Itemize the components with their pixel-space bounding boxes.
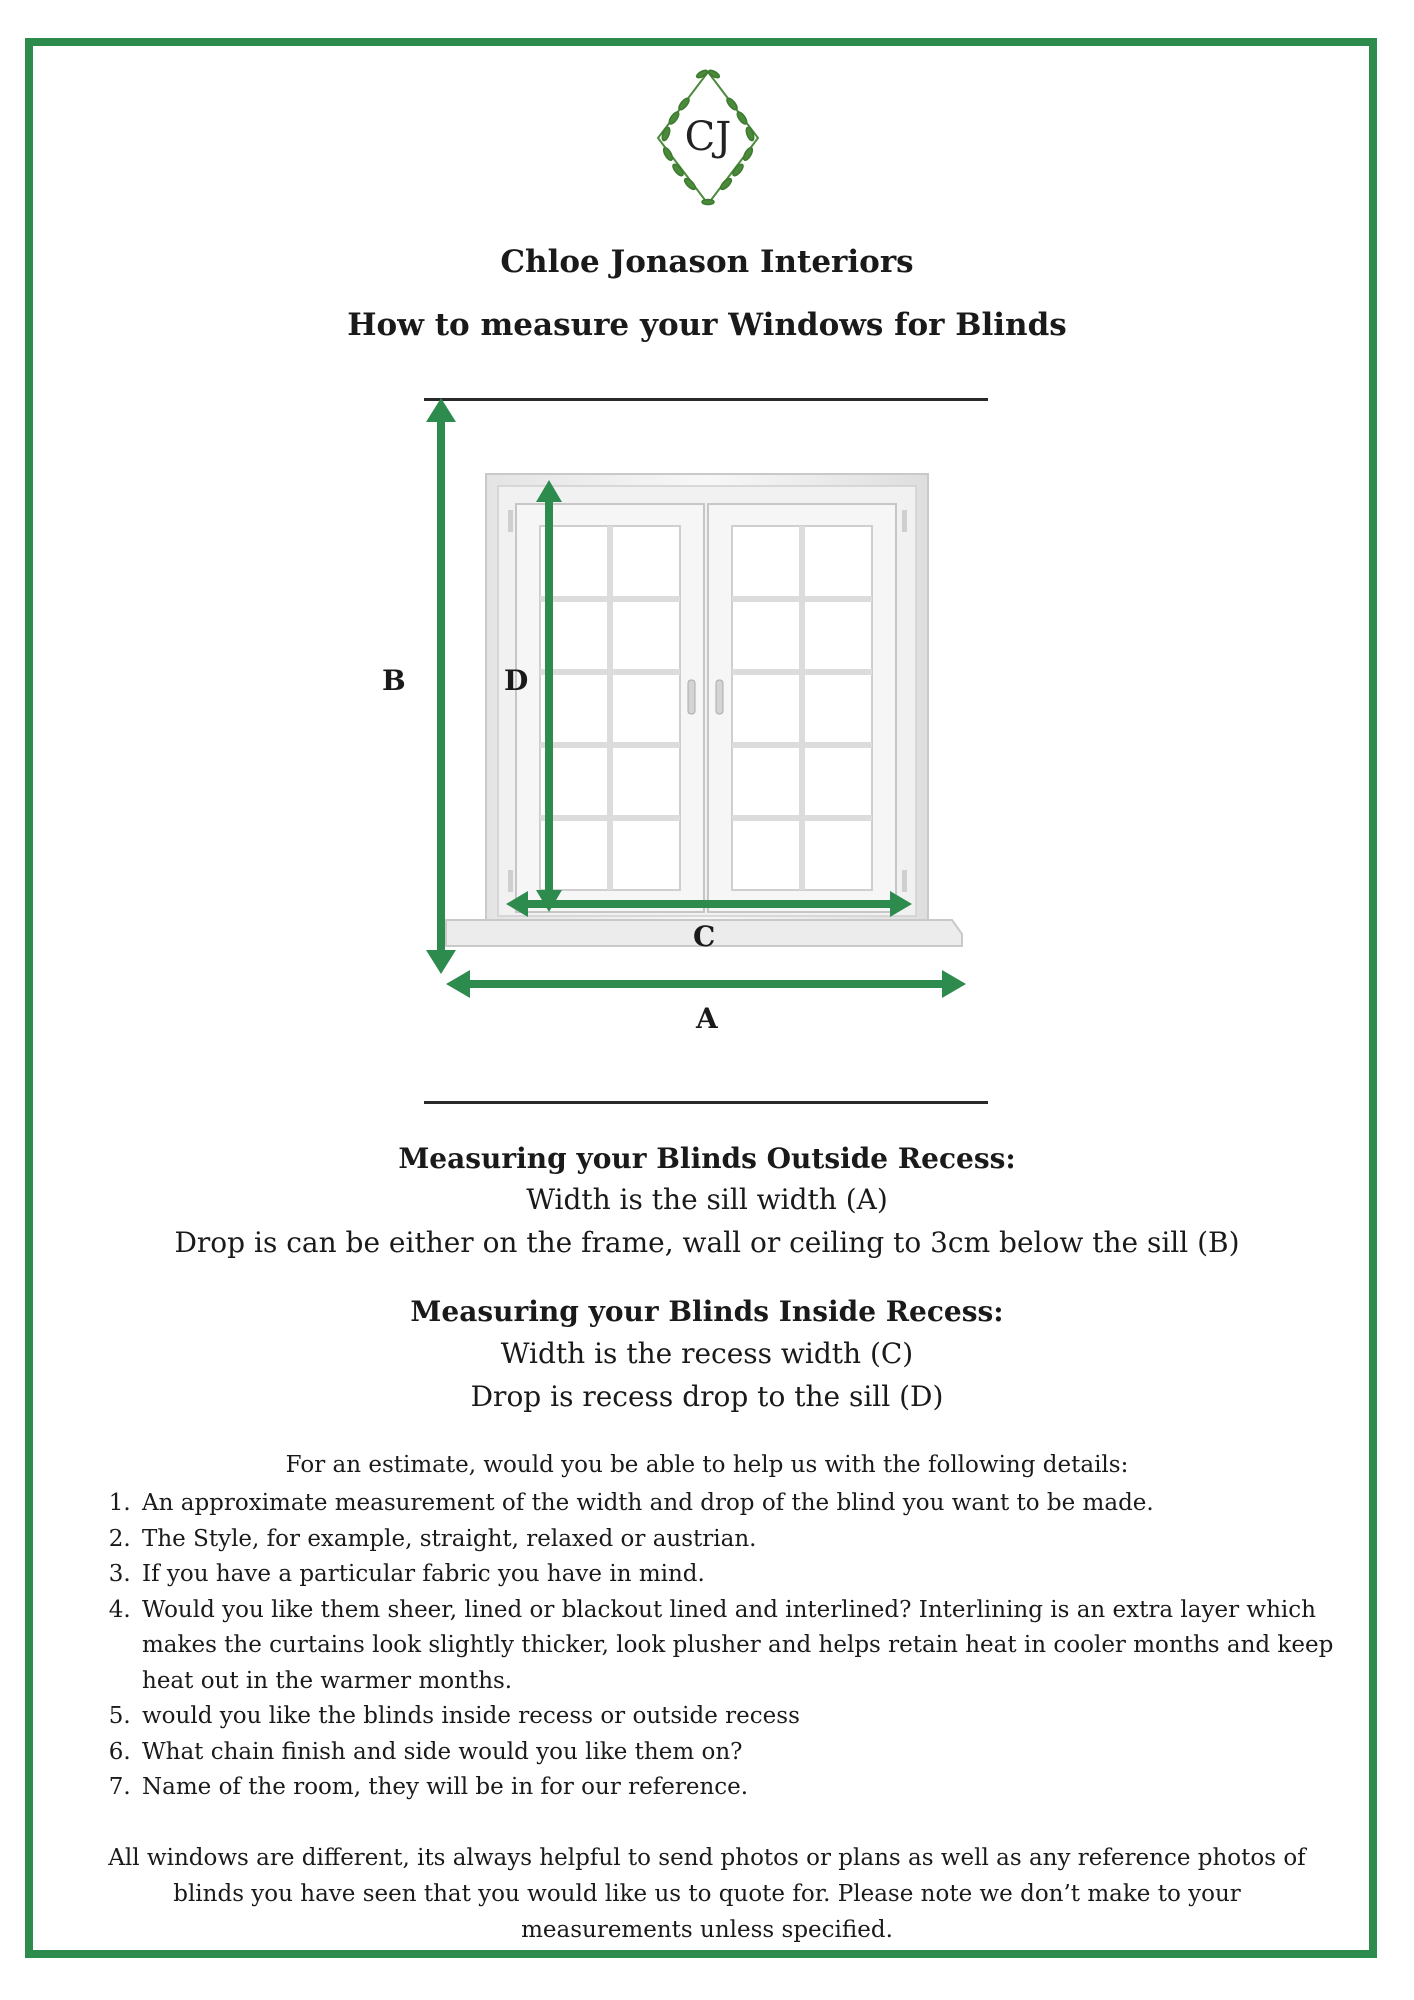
page-title: How to measure your Windows for Blinds xyxy=(347,307,1067,343)
outside-width-text: Width is the sill width (A) xyxy=(526,1183,888,1216)
left-handle xyxy=(688,680,695,714)
inside-drop-text: Drop is recess drop to the sill (D) xyxy=(470,1380,944,1413)
list-item: 7. Name of the room, they will be in for our reference. xyxy=(138,1770,1338,1806)
estimate-intro: For an estimate, would you be able to help us with the following details: xyxy=(285,1452,1129,1478)
list-item: 5. would you like the blinds inside recess or outside recess xyxy=(138,1699,1338,1735)
list-item: 1. An approximate measurement of the width and drop of the blind you want to be made. xyxy=(138,1486,1338,1522)
footer-note: All windows are different, its always helpful to send photos or plans as well as any reference photos of blinds you have seen that you would like us to quote for. Please note we don’t make to your measurements unless specified. xyxy=(108,1845,1306,1943)
bottom-divider xyxy=(424,1101,988,1104)
outside-drop-text: Drop is can be either on the frame, wall or ceiling to 3cm below the sill (B) xyxy=(174,1226,1240,1259)
right-handle xyxy=(716,680,723,714)
cj-monogram-logo xyxy=(646,64,770,212)
list-item: 2. The Style, for example, straight, relaxed or austrian. xyxy=(138,1522,1338,1558)
arrow-b xyxy=(426,398,456,974)
label-c: C xyxy=(693,920,716,953)
logo-monogram: CJ xyxy=(684,114,732,160)
label-b: B xyxy=(382,664,406,697)
list-item: 6. What chain finish and side would you like them on? xyxy=(138,1735,1338,1771)
estimate-details-list xyxy=(108,1486,1338,1806)
list-item: 3. If you have a particular fabric you have in mind. xyxy=(138,1557,1338,1593)
label-a: A xyxy=(696,1002,718,1035)
window-measurement-diagram xyxy=(0,380,1414,1100)
arrow-a xyxy=(446,970,966,998)
list-item: 4. Would you like them sheer, lined or blackout lined and interlined? Interlining is an extra layer which makes the curtains look slightly thicker, look plusher and helps retain heat in cooler months and keep heat out in the warmer months. xyxy=(138,1593,1338,1700)
label-d: D xyxy=(504,664,529,697)
outside-recess-heading: Measuring your Blinds Outside Recess: xyxy=(398,1142,1016,1175)
inside-recess-heading: Measuring your Blinds Inside Recess: xyxy=(410,1295,1004,1328)
company-name: Chloe Jonason Interiors xyxy=(500,244,914,280)
inside-width-text: Width is the recess width (C) xyxy=(500,1337,914,1370)
